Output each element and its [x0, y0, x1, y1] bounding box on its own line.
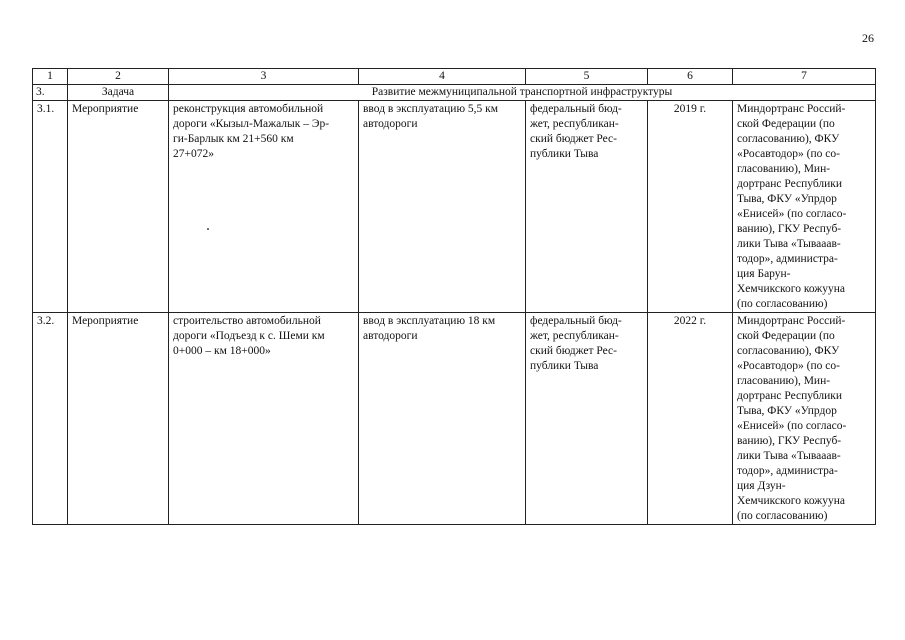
column-number: 3	[169, 69, 359, 85]
column-number: 1	[33, 69, 68, 85]
task-label: Задача	[68, 85, 169, 101]
page-number: 26	[862, 31, 874, 45]
program-table	[32, 68, 876, 525]
item-result: ввод в эксплуатацию 5,5 км автодороги	[359, 101, 526, 313]
table-row	[33, 313, 876, 525]
item-executors: Миндортранс Россий- ской Федерации (по согласованию), ФКУ «Росавтодор» (по со- гласованию), Мин- дортранс Республики Тыва, ФКУ «Упрдор «Енисей» (по согласо- ванию), ГКУ Респуб- лики Тыва «Тывааав- тодор», администра- ция Дзун- Хемчикского кожууна (по согласованию)	[733, 313, 876, 525]
item-year: 2022 г.	[648, 313, 733, 525]
item-name: строительство автомобильной дороги «Подъезд к с. Шеми км 0+000 – км 18+000»	[169, 313, 359, 525]
column-number: 5	[526, 69, 648, 85]
table-row	[33, 101, 876, 313]
item-executors: Миндортранс Россий- ской Федерации (по согласованию), ФКУ «Росавтодор» (по со- гласованию), Мин- дортранс Республики Тыва, ФКУ «Упрдор «Енисей» (по согласо- ванию), ГКУ Респуб- лики Тыва «Тывааав- тодор», администра- ция Барун- Хемчикского кожууна (по согласованию)	[733, 101, 876, 313]
column-number: 6	[648, 69, 733, 85]
item-funding: федеральный бюд- жет, республикан- ский бюджет Рес- публики Тыва	[526, 101, 648, 313]
item-number: 3.1.	[33, 101, 68, 313]
item-result: ввод в эксплуатацию 18 км автодороги	[359, 313, 526, 525]
scan-speck	[207, 228, 209, 230]
task-row	[33, 85, 876, 101]
task-title: Развитие межмуниципальной транспортной инфраструктуры	[169, 85, 876, 101]
column-number: 7	[733, 69, 876, 85]
item-funding: федеральный бюд- жет, республикан- ский бюджет Рес- публики Тыва	[526, 313, 648, 525]
item-name: реконструкция автомобильной дороги «Кызыл-Мажалык – Эр- ги-Барлык км 21+560 км 27+072»	[169, 101, 359, 313]
task-number: 3.	[33, 85, 68, 101]
item-type: Мероприятие	[68, 101, 169, 313]
item-number: 3.2.	[33, 313, 68, 525]
column-number-row	[33, 69, 876, 85]
column-number: 4	[359, 69, 526, 85]
item-type: Мероприятие	[68, 313, 169, 525]
item-year: 2019 г.	[648, 101, 733, 313]
column-number: 2	[68, 69, 169, 85]
